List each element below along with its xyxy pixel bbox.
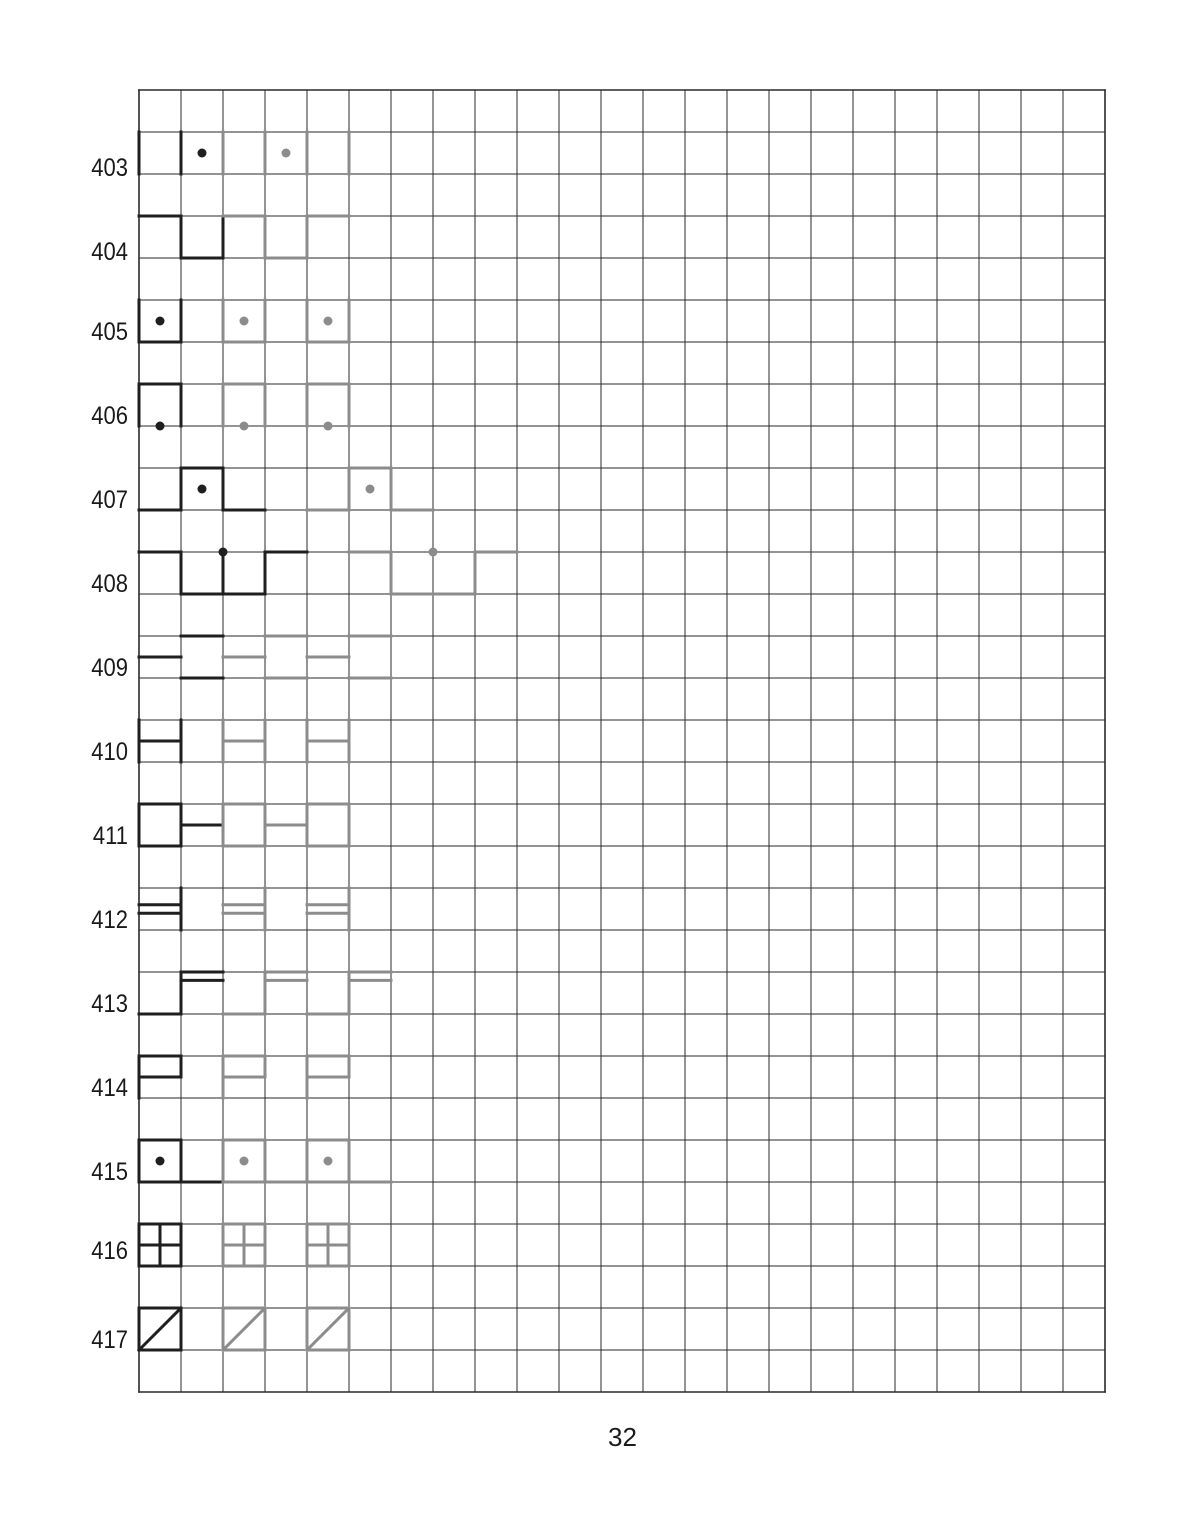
pattern-open-top-box-with-dot <box>139 300 349 342</box>
pattern-four-pane-window <box>139 1224 349 1266</box>
drawing-patterns <box>139 132 517 1350</box>
pattern-open-bottom-box-with-dot <box>139 384 349 431</box>
pattern-dot <box>366 485 375 494</box>
row-label-403: 403 <box>91 153 128 182</box>
pattern-lowered-box-with-dot <box>139 548 517 595</box>
row-label-409: 409 <box>91 653 128 682</box>
pattern-dot <box>156 422 165 431</box>
pattern-dot <box>198 149 207 158</box>
pattern-linked-squares <box>139 804 349 846</box>
row-label-411: 411 <box>92 821 128 850</box>
row-label-416: 416 <box>91 1237 128 1266</box>
pattern-dot <box>324 422 333 431</box>
pattern-stroke <box>139 1308 181 1350</box>
pattern-step-square-wave <box>139 216 349 258</box>
pattern-stroke <box>223 1308 265 1350</box>
row-label-417: 417 <box>91 1325 128 1354</box>
pattern-dot <box>240 422 249 431</box>
page-number: 32 <box>608 1422 637 1452</box>
pattern-diagonal-box <box>139 1308 349 1350</box>
pattern-h-shape <box>139 720 349 762</box>
grid-lines <box>139 90 1105 1392</box>
pattern-double-bar-post <box>139 888 349 930</box>
row-label-414: 414 <box>91 1073 128 1102</box>
pattern-dot <box>240 317 249 326</box>
pattern-raised-box-with-dot <box>139 468 433 510</box>
pattern-dot <box>429 548 438 557</box>
row-label-415: 415 <box>91 1157 128 1186</box>
row-label-407: 407 <box>91 485 128 514</box>
row-label-413: 413 <box>91 989 128 1018</box>
pattern-flag-shape <box>139 1056 349 1098</box>
pattern-dot <box>156 317 165 326</box>
row-label-412: 412 <box>91 905 128 934</box>
row-label-404: 404 <box>91 237 128 266</box>
pattern-verticals-with-dot <box>139 132 349 174</box>
row-label-406: 406 <box>91 401 128 430</box>
row-label-405: 405 <box>91 317 128 346</box>
row-label-410: 410 <box>91 737 128 766</box>
pattern-stroke <box>307 1308 349 1350</box>
pattern-box-with-dot-and-tail <box>139 1140 391 1182</box>
pattern-dot <box>282 149 291 158</box>
pattern-dot <box>198 485 207 494</box>
row-label-408: 408 <box>91 569 128 598</box>
pattern-dot <box>324 317 333 326</box>
pattern-double-bar-step <box>139 972 391 1014</box>
pattern-dot <box>324 1157 333 1166</box>
pattern-dot <box>240 1157 249 1166</box>
pattern-dot <box>156 1157 165 1166</box>
pattern-dot <box>219 548 228 557</box>
